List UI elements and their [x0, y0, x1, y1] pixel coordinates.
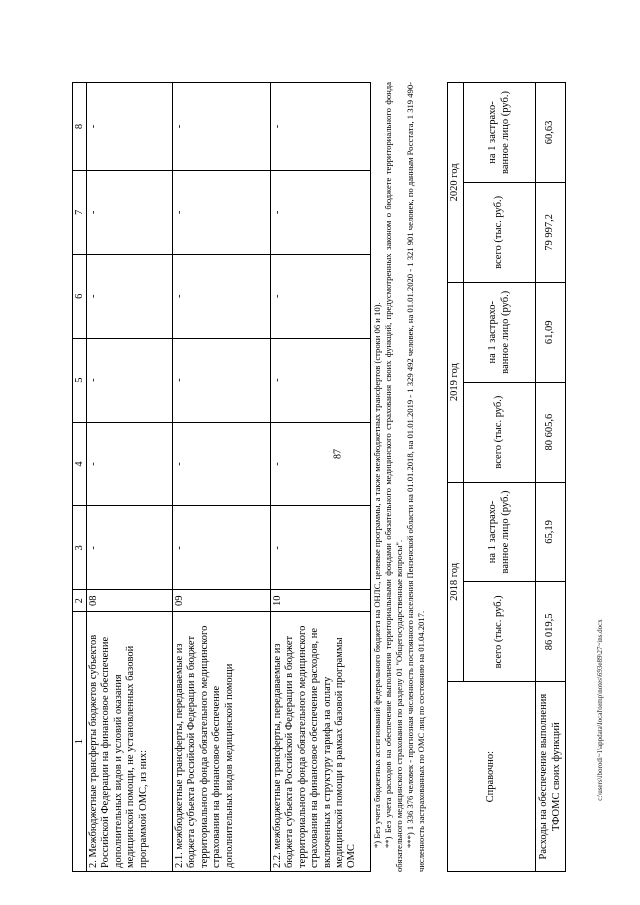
value-cell: -: [271, 506, 371, 590]
value-cell: -: [87, 83, 173, 171]
col-per-insured-header: на 1 застрахо-ванное лицо (руб.): [464, 482, 536, 582]
table-row: [173, 83, 271, 872]
row-code: 09: [173, 590, 271, 612]
value-cell: -: [173, 254, 271, 338]
reference-table: [447, 82, 566, 872]
col-total-header: всего (тыс. руб.): [464, 182, 536, 282]
main-table: [72, 82, 371, 872]
row-name: 2.2. межбюджетные трансферты, передаваемые из бюджета субъекта Российской Федерации в бюджет территориального фонда обязательного медицинского страхования на финансовое обеспечение расходов, не включенных в структуру тарифа на оплату медицинской помощи в рамках базовой программы ОМС: [271, 612, 371, 872]
value-cell: -: [173, 338, 271, 422]
col-total-header: всего (тыс. руб.): [464, 382, 536, 482]
value-cell: -: [271, 422, 371, 506]
header-cell: 4: [73, 422, 87, 506]
header-cell: 8: [73, 83, 87, 171]
value-cell: -: [87, 254, 173, 338]
header-cell: 1: [73, 612, 87, 872]
header-cell: 2: [73, 590, 87, 612]
row-name: 2.1. межбюджетные трансферты, передаваемые из бюджета субъекта Российской Федерации в бюджет территориального фонда обязательного медицинского страхования на финансовое обеспечение дополнительных видов медицинской помощи: [173, 612, 271, 872]
row-code: 10: [271, 590, 371, 612]
footnotes: [372, 82, 427, 872]
col-per-insured-header: на 1 застрахо-ванное лицо (руб.): [464, 282, 536, 382]
value-cell: -: [87, 506, 173, 590]
table-row: [271, 83, 371, 872]
reference-label: Справочно:: [448, 682, 536, 872]
footnote: *) Без учета бюджетных ассигнований федерального бюджета на ОНЛС, целевые программы, а также межбюджетных трансфертов (строки 06 и 10).: [372, 302, 382, 848]
row-label: Расходы на обеспечение выполнения ТФОМС своих функций: [536, 682, 566, 872]
value-cell: 79 997,2: [536, 182, 566, 282]
value-cell: -: [87, 170, 173, 254]
col-total-header: всего (тыс. руб.): [464, 582, 536, 682]
header-cell: 6: [73, 254, 87, 338]
header-cell: 7: [73, 170, 87, 254]
value-cell: -: [173, 422, 271, 506]
value-cell: -: [271, 254, 371, 338]
value-cell: 60,63: [536, 83, 566, 183]
value-cell: -: [173, 170, 271, 254]
value-cell: -: [173, 506, 271, 590]
footnote: ***) 1 336 376 человек - прогнозная численность постоянного населения Пензенской области на 01.01.2018, на 01.01.2019 - 1 329 492 человек, на 01.01.2020 - 1 321 901 человек, по данным Росстата, 1 319 490- численность застрахованных по ОМС лиц по состоянию на 01.04.2017.: [405, 82, 426, 872]
footnote: **) Без учета расходов на обеспечение выполнения территориальными фондами обязательного медицинского страхования своих функций, предусмотренных законом о бюджете территориального фонда обязательного медицинского страхования по разделу 01 "Общегосударственные вопросы".: [383, 82, 404, 872]
header-cell: 3: [73, 506, 87, 590]
landscape-content: [72, 82, 640, 872]
value-cell: 86 019,5: [536, 582, 566, 682]
row-name: 2. Межбюджетные трансферты бюджетов субъектов Российской Федерации на финансовое обеспечение дополнительных видов и условий оказания медицинской помощи, не установленных базовой программой ОМС, из них:: [87, 612, 173, 872]
header-cell: 5: [73, 338, 87, 422]
value-cell: -: [173, 83, 271, 171]
row-code: 08: [87, 590, 173, 612]
value-cell: -: [271, 338, 371, 422]
page-number: 87: [332, 449, 344, 459]
value-cell: 61,09: [536, 282, 566, 382]
col-per-insured-header: на 1 застрахо-ванное лицо (руб.): [464, 83, 536, 183]
header-row: [73, 83, 87, 872]
year-header: 2018 год: [448, 482, 464, 682]
value-cell: 65,19: [536, 482, 566, 582]
value-cell: -: [87, 338, 173, 422]
year-header: 2019 год: [448, 282, 464, 482]
value-cell: -: [271, 170, 371, 254]
value-cell: -: [87, 422, 173, 506]
table-row: [87, 83, 173, 872]
value-cell: 80 605,6: [536, 382, 566, 482]
file-path: c:\users\iborodi~1\appdata\local\temp\notes\693e89\27~ins.docx: [596, 619, 604, 801]
year-header: 2020 год: [448, 83, 464, 283]
value-cell: -: [271, 83, 371, 171]
